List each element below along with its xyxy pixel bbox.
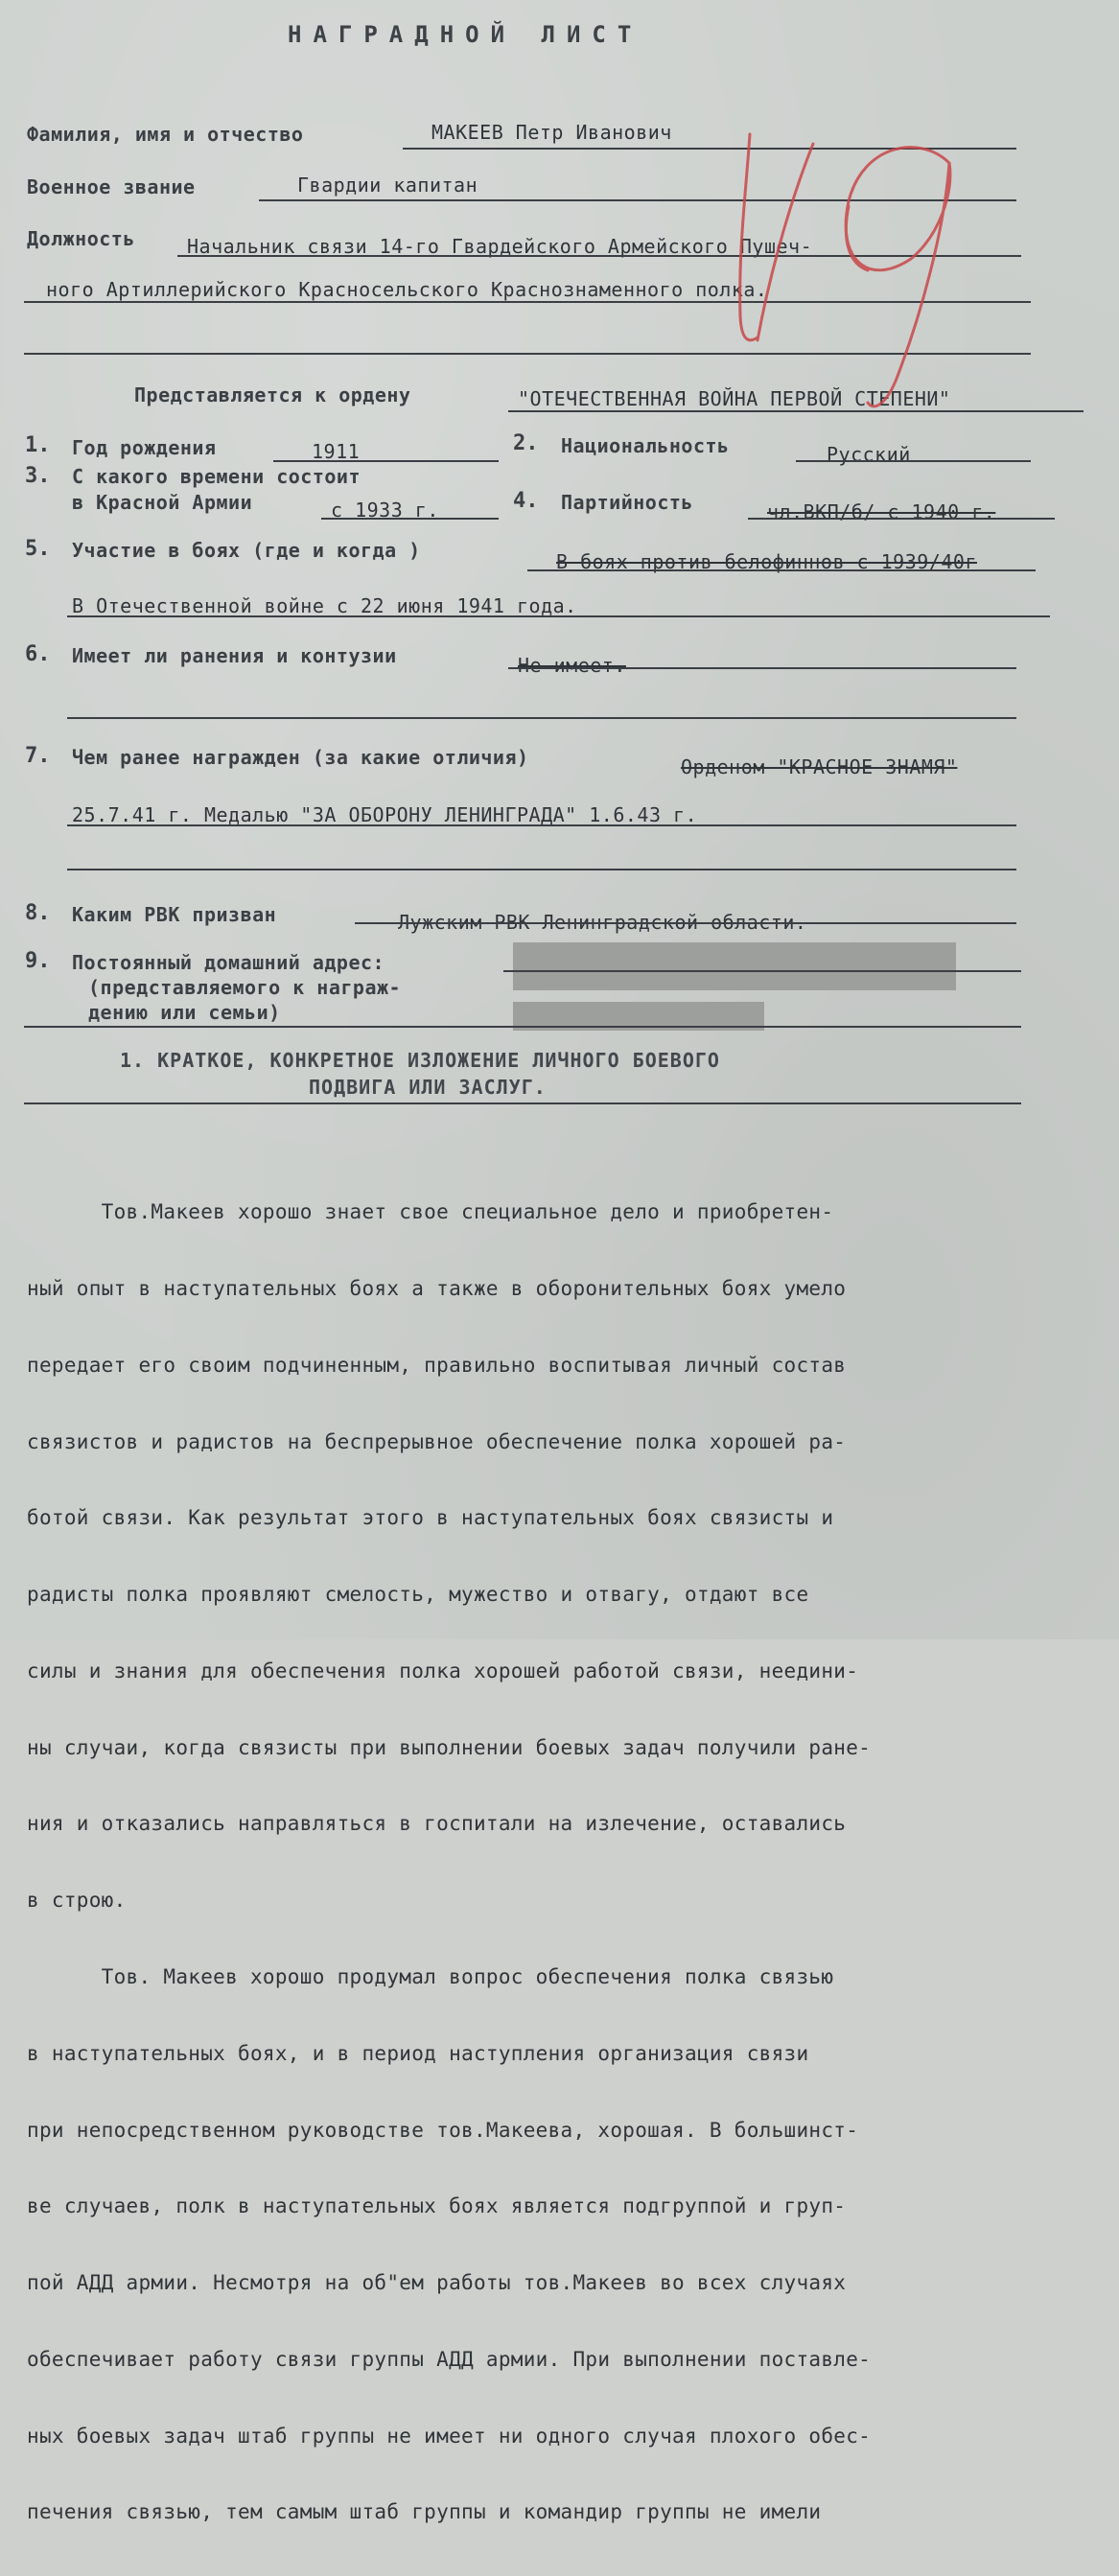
- item6-label: Имеет ли ранения и контузии: [72, 644, 397, 667]
- body-line: ный опыт в наступательных боях а также в оборонительных боях умело: [27, 1276, 847, 1300]
- item2-value: Русский: [827, 443, 911, 466]
- fio-label: Фамилия, имя и отчество: [27, 123, 304, 146]
- body-line: ве случаев, полк в наступательных боях является подгруппой и груп-: [27, 2194, 847, 2218]
- item5-label: Участие в боях (где и когда ): [72, 539, 421, 562]
- document-title: НАГРАДНОЙ ЛИСТ: [288, 21, 643, 48]
- item5-value-line1: В боях против белофиннов с 1939/40г: [556, 550, 977, 573]
- item5-value-line2: В Отечественной войне с 22 июня 1941 года.: [72, 594, 577, 617]
- body-line: обеспечивает работу связи группы АДД армии. При выполнении поставле-: [27, 2347, 872, 2371]
- item3-number: 3.: [25, 464, 51, 488]
- item7-number: 7.: [25, 744, 51, 768]
- body-line: пой АДД армии. Несмотря на об"ем работы тов.Макеев во всех случаях: [27, 2271, 847, 2295]
- rank-value: Гвардии капитан: [297, 174, 478, 197]
- body-line: передает его своим подчиненным, правильно воспитывая личный состав: [27, 1353, 847, 1377]
- item7-value-line1: Орденом "КРАСНОЕ ЗНАМЯ": [681, 755, 958, 778]
- item9-label-line3: дению или семьи): [88, 1001, 281, 1024]
- item7-value-line2: 25.7.41 г. Медалью "ЗА ОБОРОНУ ЛЕНИНГРАДА" 1.6.43 г.: [72, 803, 698, 826]
- award-value: "ОТЕЧЕСТВЕННАЯ ВОЙНА ПЕРВОЙ СТЕПЕНИ": [518, 387, 951, 410]
- position-value-line2: ного Артиллерийского Красносельского Краснознаменного полка.: [46, 278, 768, 301]
- position-label: Должность: [27, 227, 135, 250]
- item1-value: 1911: [312, 440, 361, 463]
- item1-label: Год рождения: [72, 436, 217, 459]
- body-line: ния и отказались направляться в госпитали на излечение, оставались: [27, 1812, 847, 1836]
- body-line: ботой связи. Как результат этого в наступательных боях связисты и: [27, 1506, 834, 1530]
- item3-label-line1: С какого времени состоит: [72, 465, 361, 488]
- position-value-line1: Начальник связи 14-го Гвардейского Армейского Пушеч-: [187, 235, 813, 258]
- item2-label: Национальность: [561, 434, 730, 457]
- body-line: при непосредственном руководстве тов.Макеева, хорошая. В большинст-: [27, 2118, 859, 2142]
- rank-label: Военное звание: [27, 175, 196, 198]
- item9-label-line1: Постоянный домашний адрес:: [72, 951, 385, 974]
- body-line: Тов. Макеев хорошо продумал вопрос обеспечения полка связью: [27, 1965, 834, 1988]
- body-line: радисты полка проявляют смелость, мужество и отвагу, отдают все: [27, 1583, 809, 1607]
- fio-value: МАКЕЕВ Петр Иванович: [431, 121, 672, 144]
- body-line: печения связью, тем самым штаб группы и командир группы не имели: [27, 2500, 822, 2524]
- item9-label-line2: (представляемого к награж-: [88, 976, 402, 999]
- item6-number: 6.: [25, 642, 51, 666]
- section-title-line2: ПОДВИГА ИЛИ ЗАСЛУГ.: [309, 1076, 547, 1099]
- item8-value: Лужским РВК Ленинградской области.: [398, 911, 807, 934]
- item1-number: 1.: [25, 433, 51, 457]
- section-title-line1: 1. КРАТКОЕ, КОНКРЕТНОЕ ИЗЛОЖЕНИЕ ЛИЧНОГО БОЕВОГО: [120, 1049, 720, 1072]
- item8-label: Каким РВК призван: [72, 903, 277, 926]
- item7-label: Чем ранее награжден (за какие отличия): [72, 746, 529, 769]
- award-label: Представляется к ордену: [134, 383, 411, 406]
- body-line: в наступательных боях, и в период наступления организация связи: [27, 2041, 809, 2065]
- item8-number: 8.: [25, 901, 51, 925]
- item5-number: 5.: [25, 537, 51, 561]
- body-line: в строю.: [27, 1889, 127, 1913]
- item4-label: Партийность: [561, 491, 693, 514]
- item6-value: Не имеет.: [518, 654, 626, 677]
- item4-value: чл.ВКП/б/ с 1940 г.: [767, 500, 996, 523]
- item4-number: 4.: [513, 489, 539, 513]
- body-line: силы и знания для обеспечения полка хорошей работой связи, неедини-: [27, 1659, 859, 1683]
- item2-number: 2.: [513, 431, 539, 455]
- body-line: ных боевых задач штаб группы не имеет ни одного случая плохого обес-: [27, 2424, 872, 2448]
- item3-value: с 1933 г.: [331, 499, 439, 522]
- item3-label-line2: в Красной Армии: [72, 491, 253, 514]
- body-line: связистов и радистов на беспрерывное обеспечение полка хорошей ра-: [27, 1429, 847, 1453]
- item9-number: 9.: [25, 949, 51, 973]
- body-line: ны случаи, когда связисты при выполнении боевых задач получили ране-: [27, 1735, 872, 1759]
- body-line: Тов.Макеев хорошо знает свое специальное дело и приобретен-: [27, 1200, 834, 1224]
